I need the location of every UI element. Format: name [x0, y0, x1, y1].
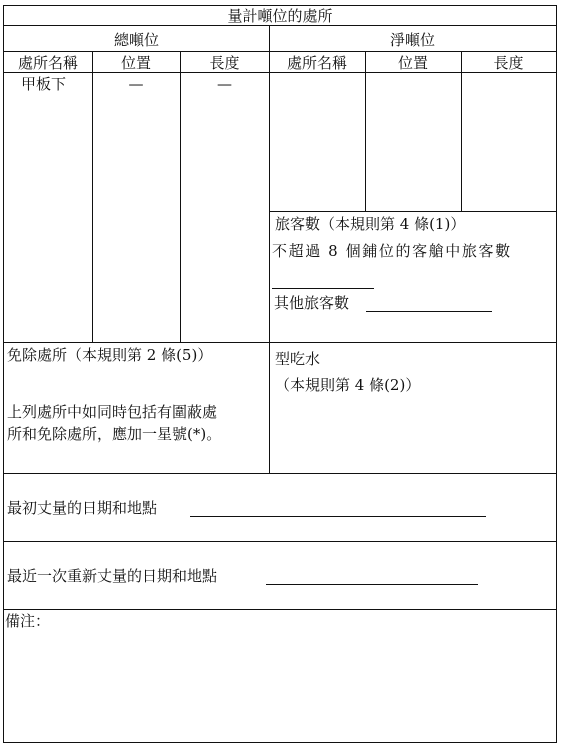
gross-row-length: —	[217, 75, 232, 93]
rule-above-exempted	[4, 342, 556, 343]
latest-remeasurement-blank[interactable]	[266, 570, 478, 585]
rule-gross-net-divider	[269, 25, 270, 473]
rule-net-col2	[461, 51, 462, 211]
remarks-label: 備注：	[5, 612, 51, 630]
net-col-space-name: 處所名稱	[286, 54, 347, 72]
moulded-draught-ref: （本規則第 4 條(2)）	[275, 376, 421, 394]
form-title: 量計噸位的處所	[227, 7, 333, 25]
tonnage-spaces-form	[3, 5, 557, 743]
rule-above-remarks	[4, 609, 556, 610]
gross-col-space-name: 處所名稱	[17, 54, 78, 72]
first-measurement-label: 最初丈量的日期和地點	[7, 499, 158, 517]
rule-above-latest-measurement	[4, 541, 556, 542]
rule-above-passengers	[269, 211, 556, 212]
passengers-in-cabins-label: 不超過 8 個鋪位的客艙中旅客數	[272, 242, 512, 260]
passenger-number-heading: 旅客數（本規則第 4 條(1)）	[275, 215, 466, 233]
rule-gross-col1	[92, 51, 93, 342]
gross-row-space-name: 甲板下	[21, 75, 67, 93]
first-measurement-blank[interactable]	[190, 502, 486, 517]
excluded-spaces-note-line2: 所和免除處所，應加一星號(*)。	[7, 425, 222, 443]
other-passengers-label: 其他旅客數	[274, 294, 350, 312]
net-tonnage-heading: 淨噸位	[389, 31, 435, 49]
rule-gross-col2	[180, 51, 181, 342]
rule-net-col1	[365, 51, 366, 211]
excluded-spaces-note-line1: 上列處所中如同時包括有圍蔽處	[7, 403, 218, 421]
rule-below-column-headings	[4, 72, 556, 73]
rule-above-first-measurement	[4, 473, 556, 474]
net-col-length: 長度	[493, 54, 524, 72]
gross-tonnage-heading: 總噸位	[113, 31, 159, 49]
gross-col-length: 長度	[209, 54, 240, 72]
passengers-in-cabins-blank[interactable]	[272, 274, 374, 289]
other-passengers-blank[interactable]	[366, 297, 492, 312]
rule-below-group-headings	[4, 51, 556, 52]
gross-row-position: —	[128, 75, 144, 93]
gross-col-position: 位置	[120, 54, 151, 72]
rule-below-title	[4, 25, 556, 26]
moulded-draught-label: 型吃水	[275, 350, 321, 368]
excluded-spaces-heading: 免除處所（本規則第 2 條(5)）	[7, 346, 213, 364]
latest-remeasurement-label: 最近一次重新丈量的日期和地點	[7, 567, 218, 585]
net-col-position: 位置	[397, 54, 428, 72]
